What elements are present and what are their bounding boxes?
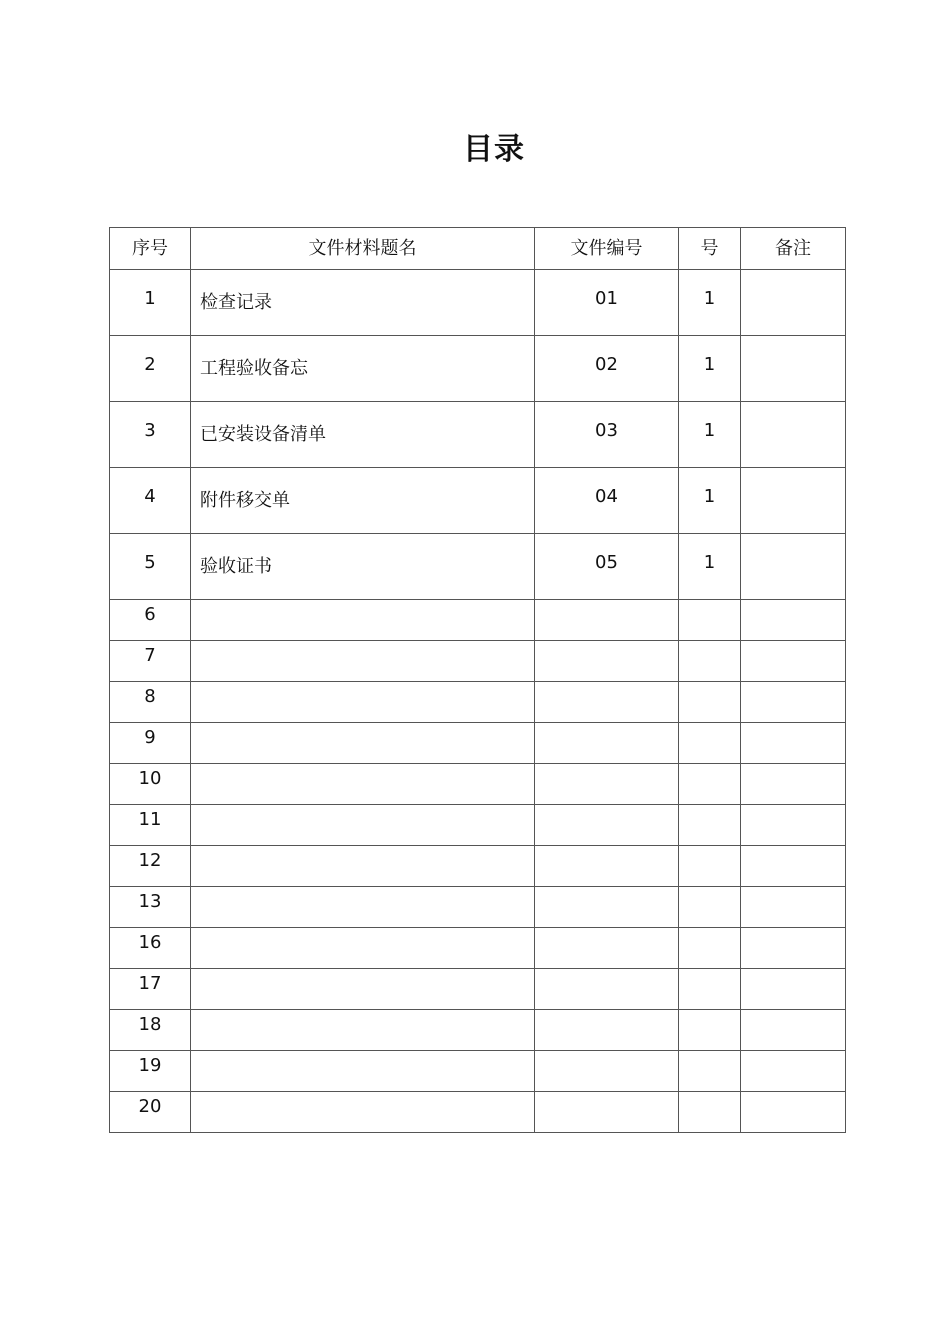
cell-index: 10: [110, 764, 191, 805]
cell-index: 20: [110, 1092, 191, 1133]
cell-code: 02: [535, 336, 679, 402]
cell-remark: [741, 1010, 846, 1051]
cell-name: [191, 846, 535, 887]
cell-code: [535, 641, 679, 682]
cell-num: [679, 764, 741, 805]
cell-remark: [741, 402, 846, 468]
cell-remark: [741, 969, 846, 1010]
cell-num: [679, 1010, 741, 1051]
cell-code: [535, 1010, 679, 1051]
table-row: [110, 1051, 846, 1092]
table-row: [110, 534, 846, 600]
cell-num: [679, 600, 741, 641]
cell-name: [191, 887, 535, 928]
cell-num: 1: [679, 402, 741, 468]
cell-num: 1: [679, 270, 741, 336]
cell-index: 12: [110, 846, 191, 887]
cell-code: 01: [535, 270, 679, 336]
table-row: [110, 682, 846, 723]
table-row: [110, 764, 846, 805]
table-row: [110, 805, 846, 846]
cell-num: [679, 969, 741, 1010]
cell-remark: [741, 682, 846, 723]
cell-num: 1: [679, 336, 741, 402]
cell-name: [191, 969, 535, 1010]
cell-remark: [741, 846, 846, 887]
cell-name: [191, 1092, 535, 1133]
cell-num: [679, 682, 741, 723]
header-name: 文件材料题名: [191, 228, 535, 270]
cell-remark: [741, 887, 846, 928]
cell-name: 验收证书: [191, 534, 535, 600]
cell-index: 16: [110, 928, 191, 969]
page-title: 目录: [463, 132, 525, 167]
cell-num: [679, 723, 741, 764]
cell-index: 4: [110, 468, 191, 534]
cell-num: [679, 641, 741, 682]
cell-index: 13: [110, 887, 191, 928]
table-row: [110, 270, 846, 336]
cell-index: 8: [110, 682, 191, 723]
table-row: [110, 846, 846, 887]
cell-name: [191, 723, 535, 764]
cell-remark: [741, 270, 846, 336]
cell-code: [535, 969, 679, 1010]
cell-index: 2: [110, 336, 191, 402]
table-row: [110, 641, 846, 682]
cell-code: [535, 723, 679, 764]
cell-name: [191, 1010, 535, 1051]
cell-remark: [741, 641, 846, 682]
cell-name: 工程验收备忘: [191, 336, 535, 402]
table-row: [110, 969, 846, 1010]
cell-code: 04: [535, 468, 679, 534]
cell-code: [535, 1051, 679, 1092]
cell-name: 检查记录: [191, 270, 535, 336]
table-row: [110, 468, 846, 534]
table-row: [110, 336, 846, 402]
cell-name: 已安装设备清单: [191, 402, 535, 468]
cell-remark: [741, 336, 846, 402]
table-row: [110, 928, 846, 969]
cell-num: [679, 846, 741, 887]
cell-index: 18: [110, 1010, 191, 1051]
cell-num: 1: [679, 534, 741, 600]
cell-num: [679, 928, 741, 969]
cell-code: [535, 887, 679, 928]
cell-index: 9: [110, 723, 191, 764]
cell-code: [535, 846, 679, 887]
cell-num: [679, 805, 741, 846]
cell-name: [191, 764, 535, 805]
cell-index: 3: [110, 402, 191, 468]
cell-code: 05: [535, 534, 679, 600]
cell-code: [535, 600, 679, 641]
cell-index: 1: [110, 270, 191, 336]
table-header-row: [110, 228, 846, 270]
table-row: [110, 1092, 846, 1133]
cell-code: [535, 1092, 679, 1133]
cell-num: [679, 1051, 741, 1092]
cell-index: 5: [110, 534, 191, 600]
cell-remark: [741, 723, 846, 764]
cell-name: [191, 1051, 535, 1092]
header-code: 文件编号: [535, 228, 679, 270]
cell-remark: [741, 468, 846, 534]
table-row: [110, 1010, 846, 1051]
cell-code: [535, 682, 679, 723]
cell-name: [191, 641, 535, 682]
toc-table: [109, 227, 846, 1133]
table-body: [110, 270, 846, 1133]
cell-remark: [741, 1051, 846, 1092]
cell-index: 7: [110, 641, 191, 682]
cell-name: [191, 928, 535, 969]
cell-index: 11: [110, 805, 191, 846]
table-row: [110, 723, 846, 764]
header-remark: 备注: [741, 228, 846, 270]
cell-num: [679, 1092, 741, 1133]
cell-code: [535, 805, 679, 846]
cell-num: [679, 887, 741, 928]
cell-name: [191, 600, 535, 641]
cell-index: 19: [110, 1051, 191, 1092]
cell-name: [191, 805, 535, 846]
table-row: [110, 402, 846, 468]
cell-index: 6: [110, 600, 191, 641]
header-num: 号: [679, 228, 741, 270]
cell-name: [191, 682, 535, 723]
cell-index: 17: [110, 969, 191, 1010]
cell-remark: [741, 805, 846, 846]
cell-name: 附件移交单: [191, 468, 535, 534]
table-row: [110, 600, 846, 641]
cell-remark: [741, 1092, 846, 1133]
cell-remark: [741, 534, 846, 600]
cell-remark: [741, 600, 846, 641]
cell-num: 1: [679, 468, 741, 534]
cell-remark: [741, 928, 846, 969]
cell-code: 03: [535, 402, 679, 468]
cell-code: [535, 928, 679, 969]
cell-remark: [741, 764, 846, 805]
cell-code: [535, 764, 679, 805]
header-index: 序号: [110, 228, 191, 270]
table-row: [110, 887, 846, 928]
